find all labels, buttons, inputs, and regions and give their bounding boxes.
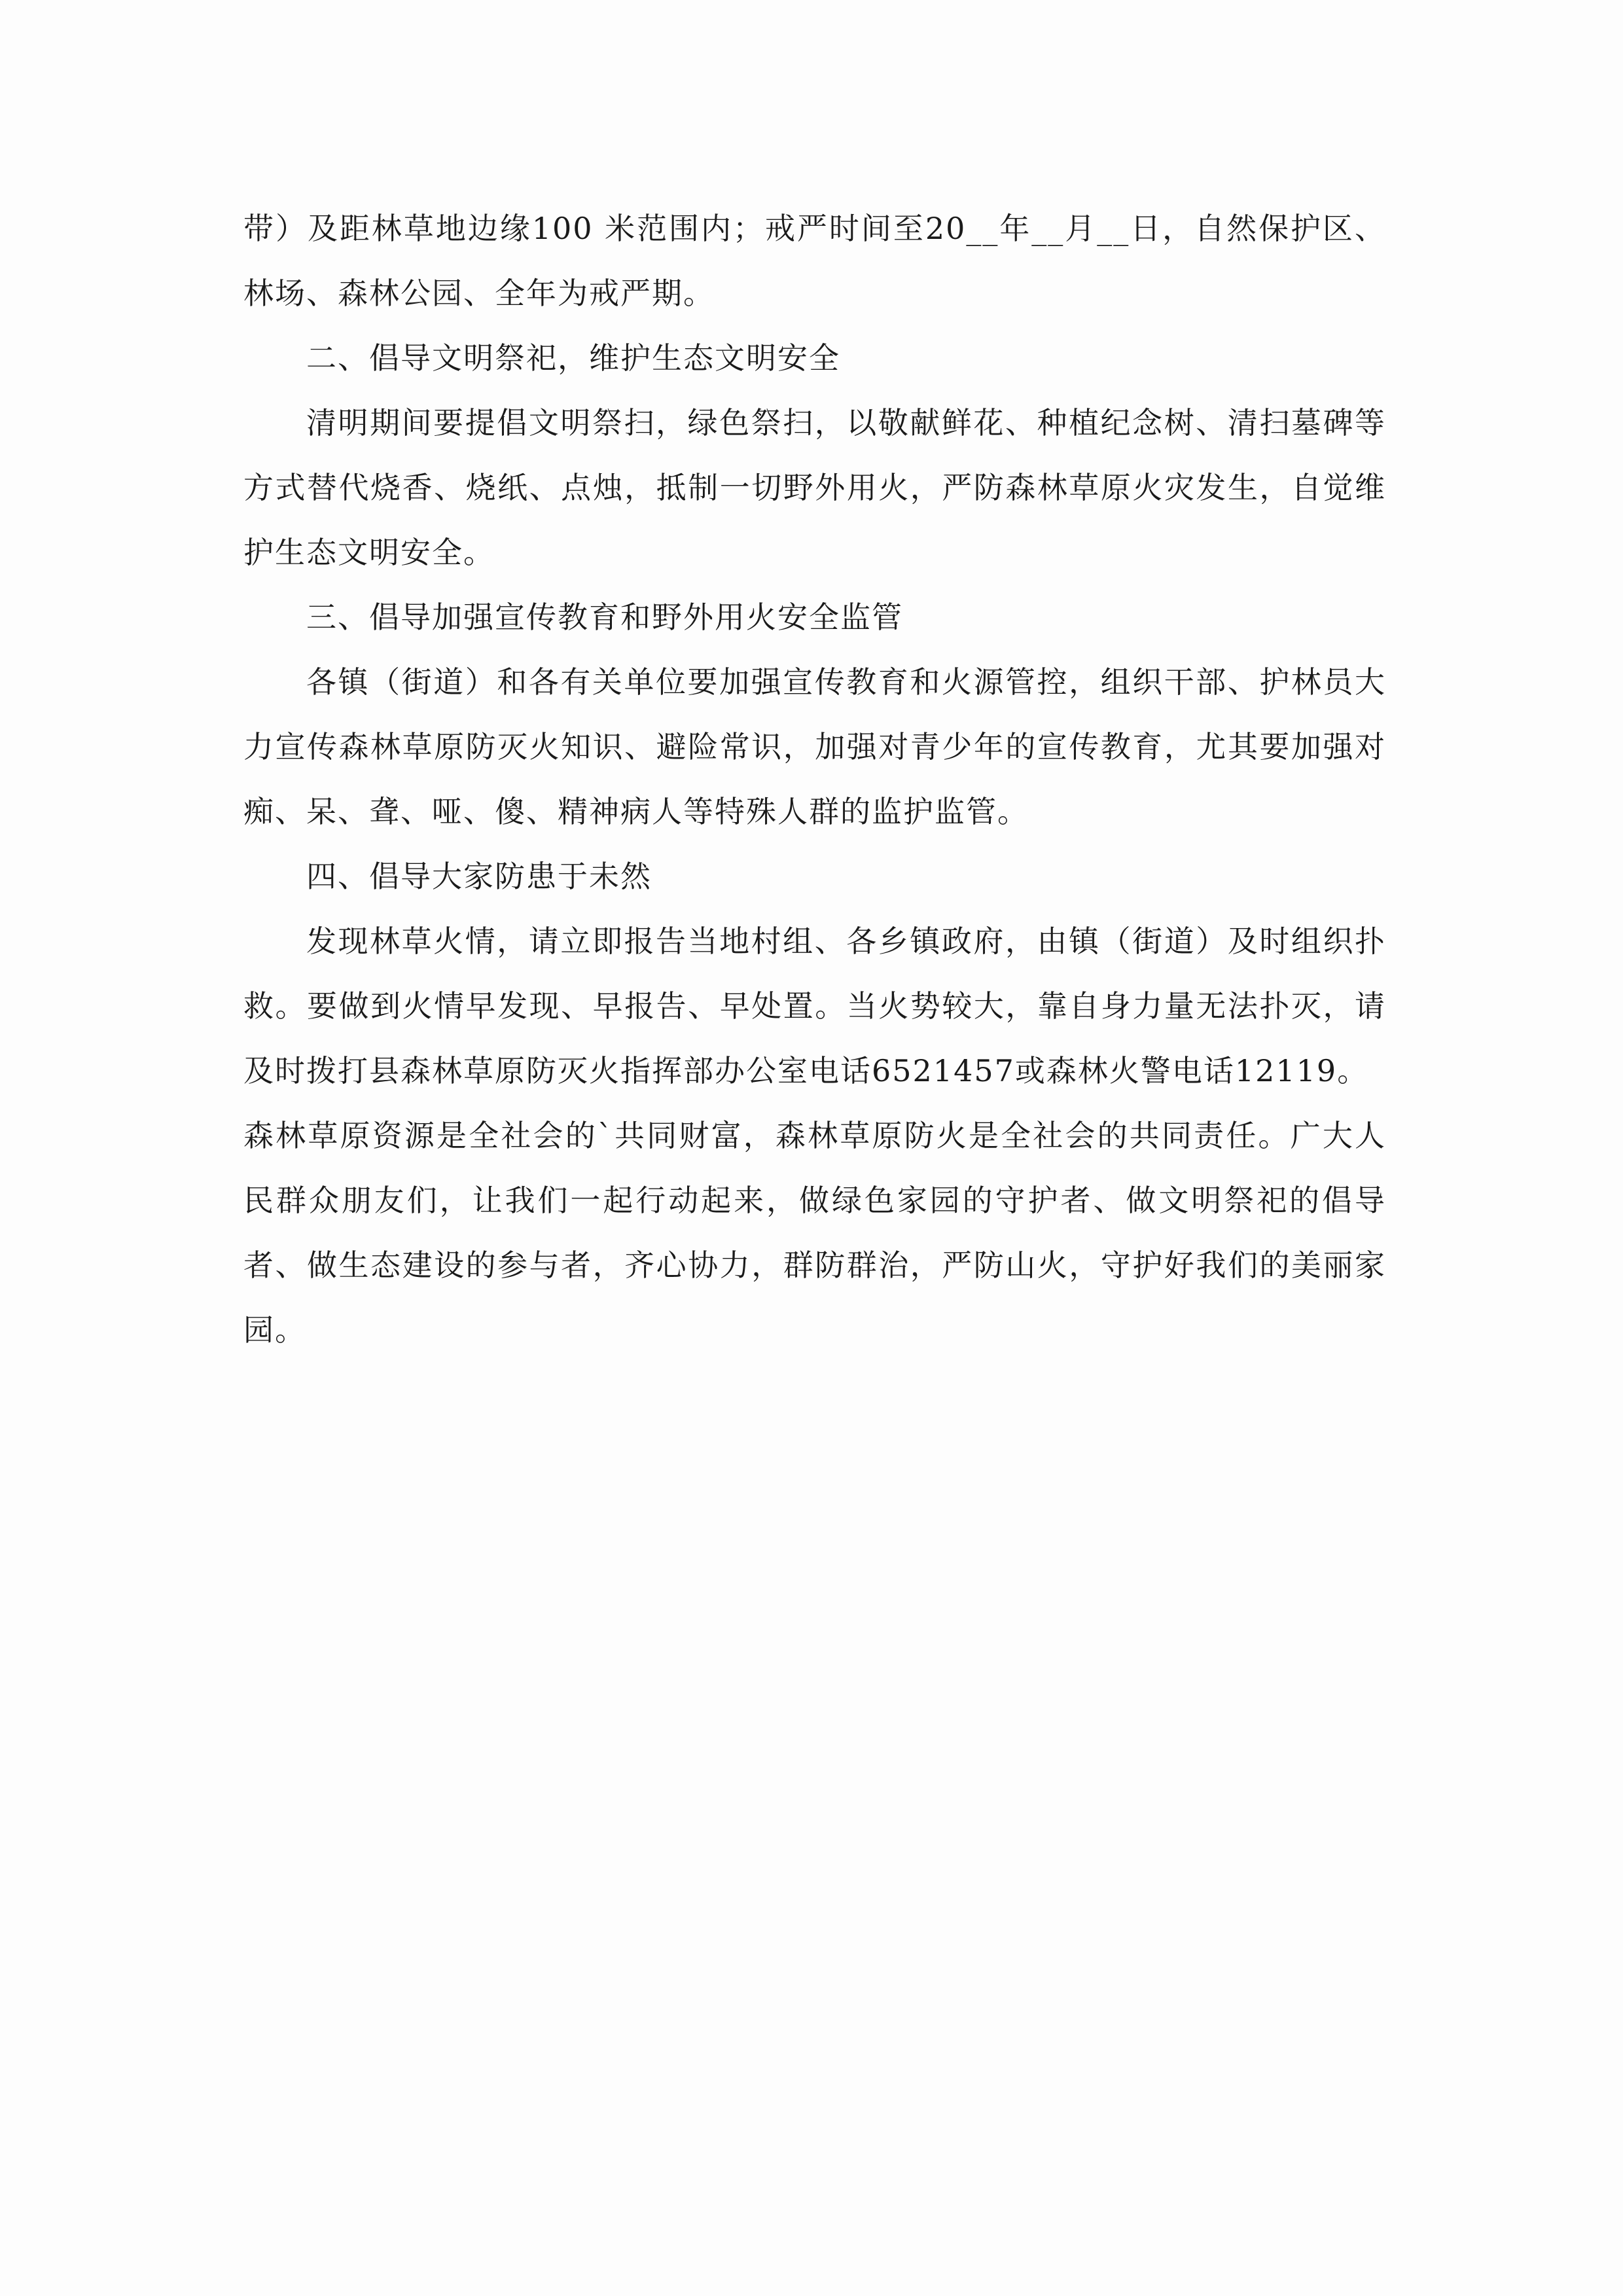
paragraph-section-4: 发现林草火情，请立即报告当地村组、各乡镇政府，由镇（街道）及时组织扑救。要做到火情早发现、早报告、早处置。当火势较大，靠自身力量无法扑灭，请及时拨打县森林草原防灭火指挥部办公室电话6521457或森林火警电话12119。 (243, 924, 1386, 1088)
document-body (243, 196, 1386, 1363)
section-heading-3: 三、倡导加强宣传教育和野外用火安全监管 (306, 600, 903, 635)
paragraph-section-3: 各镇（街道）和各有关单位要加强宣传教育和火源管控，组织干部、护林员大力宣传森林草原防灭火知识、避险常识，加强对青少年的宣传教育，尤其要加强对痴、呆、聋、哑、傻、精神病人等特殊人群的监护监管。 (243, 664, 1386, 829)
paragraph-section-2: 清明期间要提倡文明祭扫，绿色祭扫，以敬献鲜花、种植纪念树、清扫墓碑等方式替代烧香、烧纸、点烛，抵制一切野外用火，严防森林草原火灾发生，自觉维护生态文明安全。 (243, 405, 1386, 570)
section-heading-4: 四、倡导大家防患于未然 (306, 859, 652, 894)
section-heading-2: 二、倡导文明祭祀，维护生态文明安全 (306, 340, 840, 376)
paragraph-closing: 森林草原资源是全社会的`共同财富，森林草原防火是全社会的共同责任。广大人民群众朋友们，让我们一起行动起来，做绿色家园的守护者、做文明祭祀的倡导者、做生态建设的参与者，齐心协力，群防群治，严防山火，守护好我们的美丽家园。 (243, 1118, 1386, 1348)
paragraph-continuation: 带）及距林草地边缘100 米范围内；戒严时间至20__年__月__日，自然保护区、林场、森林公园、全年为戒严期。 (243, 211, 1386, 311)
